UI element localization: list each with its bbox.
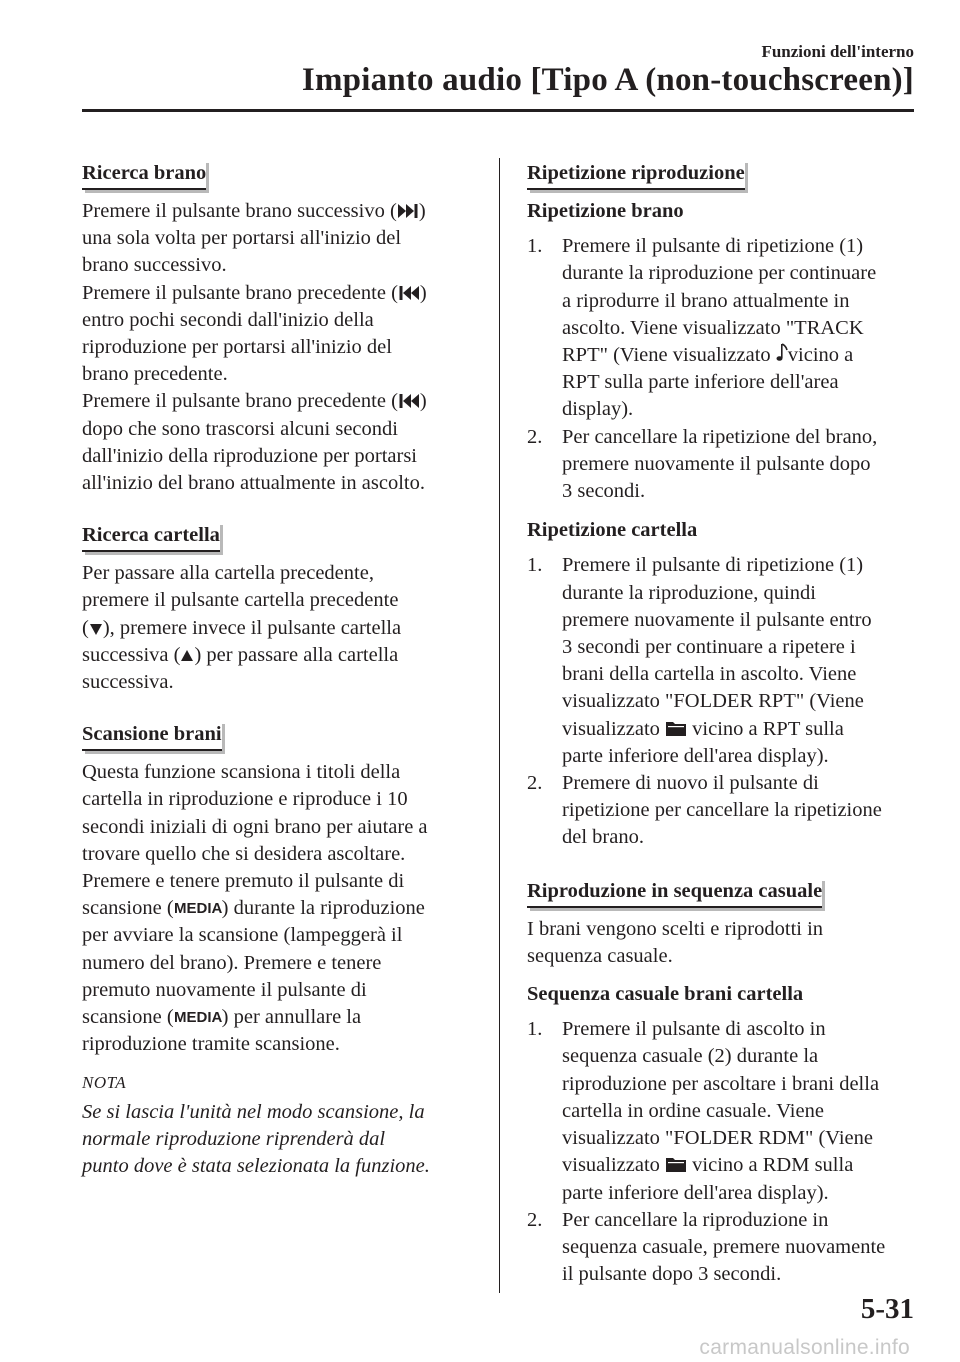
paragraph-scan: Questa funzione scansiona i titoli della cartella in riproduzione e riproduce i 10 secondi iniziali di ogni brano per aiutare a trovare quello che si desidera ascoltare. Premere e tenere premuto il pulsante di scansione ( MEDIA ) durante la riproduzione per avviare la scansione (lampeggerà il numero del brano). Premere e tenere premuto nuovamente il pulsante di scansione ( MEDIA ) per annullare la riproduzione tramite scansione.: [82, 761, 428, 1056]
note-text: Se si lascia l'unità nel modo scansione, la normale riproduzione riprenderà dal punto dove è stata selezionata la funzione.: [82, 1100, 430, 1178]
list-ripetizione-brano: [527, 233, 919, 505]
subheading-casuale-cartella: Sequenza casuale brani cartella: [527, 983, 804, 1006]
header-section-label: Funzioni dell'interno: [761, 42, 914, 61]
heading-ripetizione-riproduzione: Ripetizione riproduzione: [527, 160, 745, 190]
list-ripetizione-cartella: [527, 552, 919, 851]
next-track-icon: [397, 203, 419, 219]
svg-text:MEDIA: MEDIA: [173, 1009, 222, 1025]
heading-scansione-brani: Scansione brani: [82, 721, 222, 751]
media-button-icon: [174, 1008, 222, 1024]
watermark: carmanualsonline.info: [699, 1336, 910, 1359]
media-button-icon: [174, 899, 222, 915]
folder-up-icon: [180, 649, 194, 663]
svg-text:MEDIA: MEDIA: [173, 900, 222, 916]
heading-ricerca-brano: Ricerca brano: [82, 160, 206, 190]
list-casuale: [527, 1016, 919, 1288]
list-item: 2. Per cancellare la ripetizione del brano, premere nuovamente il pulsante dopo 3 secondi.: [527, 425, 878, 503]
folder-icon: [665, 719, 687, 737]
heading-ricerca-cartella: Ricerca cartella: [82, 522, 220, 552]
previous-track-icon: [398, 393, 420, 409]
left-column: [82, 160, 472, 1191]
heading-riproduzione-casuale: Riproduzione in sequenza casuale: [527, 878, 822, 908]
folder-down-icon: [89, 622, 103, 636]
page-title: Impianto audio [Tipo A (non-touchscreen)]: [301, 62, 914, 98]
column-divider: [499, 158, 500, 1293]
folder-icon: [665, 1155, 687, 1173]
page-number: 5-31: [860, 1293, 914, 1325]
subheading-ripetizione-cartella: Ripetizione cartella: [527, 519, 698, 542]
previous-track-icon: [398, 285, 420, 301]
paragraph-folder-search: Per passare alla cartella precedente, premere il pulsante cartella precedente ( ), premere invece il pulsante cartella successiva ( ) per passare alla cartella successiva.: [82, 562, 402, 694]
music-note-icon: [776, 343, 788, 363]
paragraph-prev-track-early: Premere il pulsante brano precedente ( ) entro pochi secondi dall'inizio della riproduzione per portarsi all'inizio del brano precedente.: [82, 281, 427, 386]
right-column: [527, 160, 919, 1300]
list-item: 2. Premere di nuovo il pulsante di ripetizione per cancellare la ripetizione del brano.: [527, 772, 882, 849]
list-item: 1. Premere il pulsante di ascolto in sequenza casuale (2) durante la riproduzione per ascoltare i brani della cartella in ordine casuale. Viene visualizzato "FOLDER RDM" (Viene visualizzato vicino a RDM sulla parte inferiore dell'area display).: [527, 1018, 880, 1204]
note-heading: NOTA: [82, 1073, 127, 1093]
subheading-ripetizione-brano: Ripetizione brano: [527, 200, 684, 222]
list-item: 1. Premere il pulsante di ripetizione (1) durante la riproduzione, quindi premere nuovamente il pulsante entro 3 secondi per continuare a ripetere i brani della cartella in ascolto. Viene visualizzato "FOLDER RPT" (Viene visualizzato vicino a RPT sulla parte inferiore dell'area display).: [527, 554, 872, 767]
list-item: 2. Per cancellare la riproduzione in sequenza casuale, premere nuovamente il pulsante dopo 3 secondi.: [527, 1208, 886, 1286]
paragraph-prev-track-late: Premere il pulsante brano precedente ( ) dopo che sono trascorsi alcuni secondi dall'inizio della riproduzione per portarsi all'inizio del brano attualmente in ascolto.: [82, 390, 427, 495]
header-rule: [82, 109, 914, 112]
paragraph-next-track: Premere il pulsante brano successivo ( ) una sola volta per portarsi all'inizio del brano successivo.: [82, 200, 426, 277]
paragraph-random-intro: I brani vengono scelti e riprodotti in sequenza casuale.: [527, 917, 824, 967]
list-item: 1. Premere il pulsante di ripetizione (1) durante la riproduzione per continuare a riprodurre il brano attualmente in ascolto. Viene visualizzato "TRACK RPT" (Viene visualizzato vicino a RPT sulla parte inferiore dell'area display).: [527, 235, 877, 421]
